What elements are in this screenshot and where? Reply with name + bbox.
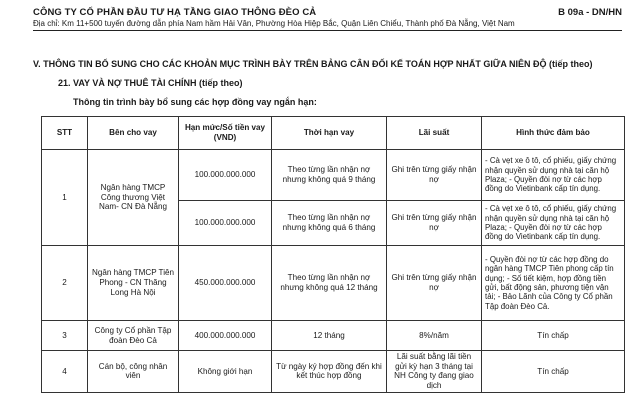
stt-cell: 4 <box>42 351 88 393</box>
table-header-row <box>42 117 625 150</box>
lender-cell: Ngân hàng TMCP Công thương Việt Nam- CN Đà Nẵng <box>88 150 179 246</box>
table-row <box>42 321 625 351</box>
security-cell: - Cà vẹt xe ô tô, cổ phiếu, giấy chứng nhận quyền sử dụng nhà tại căn hộ Plaza; - Quyền đòi nợ từ các hợp đồng do Vietinbank cấp tín dụng. <box>482 201 625 246</box>
rate-cell: Ghi trên từng giấy nhận nợ <box>387 150 482 201</box>
rate-cell: Ghi trên từng giấy nhận nợ <box>387 201 482 246</box>
company-name: CÔNG TY CỔ PHẦN ĐẦU TƯ HẠ TẦNG GIAO THÔNG ĐÈO CẢ <box>33 7 317 18</box>
limit-cell: 100.000.000.000 <box>179 150 272 201</box>
table-row <box>42 351 625 393</box>
limit-cell: 400.000.000.000 <box>179 321 272 351</box>
table-row <box>42 246 625 321</box>
header-security: Hình thức đảm bảo <box>482 117 625 150</box>
form-code: B 09a - DN/HN <box>558 7 622 18</box>
security-cell: - Quyền đòi nợ từ các hợp đồng do ngân hàng TMCP Tiên phong cấp tín dụng; - Số tiết kiệm, hợp đồng tiền gửi, bất động sản, phương tiện vận tải; - Bảo Lãnh của Công ty Cổ phần Tập đoàn Đèo Cả. <box>482 246 625 321</box>
term-cell: Từ ngày ký hợp đồng đến khi kết thúc hợp đồng <box>272 351 387 393</box>
header-stt: STT <box>42 117 88 150</box>
stt-cell: 2 <box>42 246 88 321</box>
company-address: Địa chỉ: Km 11+500 tuyến đường dẫn phía Nam hầm Hải Vân, Phường Hòa Hiệp Bắc, Quận Liên Chiểu, Thành phố Đà Nẵng, Việt Nam <box>33 19 515 28</box>
limit-cell: Không giới hạn <box>179 351 272 393</box>
header-lender: Bên cho vay <box>88 117 179 150</box>
header-term: Thời hạn vay <box>272 117 387 150</box>
security-cell: Tín chấp <box>482 351 625 393</box>
lender-cell: Cán bộ, công nhân viên <box>88 351 179 393</box>
limit-cell: 450.000.000.000 <box>179 246 272 321</box>
header-divider <box>33 30 622 31</box>
header-rate: Lãi suất <box>387 117 482 150</box>
table-row <box>42 150 625 201</box>
term-cell: Theo từng lần nhận nợ nhưng không quá 12 tháng <box>272 246 387 321</box>
short-term-loans-table <box>41 116 625 393</box>
table-caption: Thông tin trình bày bổ sung các hợp đồng vay ngắn hạn: <box>73 97 317 107</box>
limit-cell: 100.000.000.000 <box>179 201 272 246</box>
security-cell: Tín chấp <box>482 321 625 351</box>
term-cell: Theo từng lần nhận nợ nhưng không quá 6 tháng <box>272 201 387 246</box>
term-cell: 12 tháng <box>272 321 387 351</box>
section-title: V. THÔNG TIN BỔ SUNG CHO CÁC KHOẢN MỤC TRÌNH BÀY TRÊN BẢNG CÂN ĐỐI KẾ TOÁN HỢP NHẤT GIỮA NIÊN ĐỘ (tiếp theo) <box>33 59 593 69</box>
term-cell: Theo từng lần nhận nợ nhưng không quá 9 tháng <box>272 150 387 201</box>
header-limit: Hạn mức/Số tiền vay (VND) <box>179 117 272 150</box>
stt-cell: 1 <box>42 150 88 246</box>
stt-cell: 3 <box>42 321 88 351</box>
lender-cell: Công ty Cổ phần Tập đoàn Đèo Cả <box>88 321 179 351</box>
lender-cell: Ngân hàng TMCP Tiên Phong - CN Thăng Long Hà Nội <box>88 246 179 321</box>
rate-cell: 8%/năm <box>387 321 482 351</box>
rate-cell: Lãi suất bằng lãi tiền gửi kỳ hạn 3 tháng tại NH Công ty đang giao dịch <box>387 351 482 393</box>
security-cell: - Cà vẹt xe ô tô, cổ phiếu, giấy chứng nhận quyền sử dụng nhà tại căn hộ Plaza; - Quyền đòi nợ từ các hợp đồng do Vietinbank cấp tín dụng. <box>482 150 625 201</box>
rate-cell: Ghi trên từng giấy nhận nợ <box>387 246 482 321</box>
subsection-title: 21. VAY VÀ NỢ THUÊ TÀI CHÍNH (tiếp theo) <box>58 78 243 88</box>
